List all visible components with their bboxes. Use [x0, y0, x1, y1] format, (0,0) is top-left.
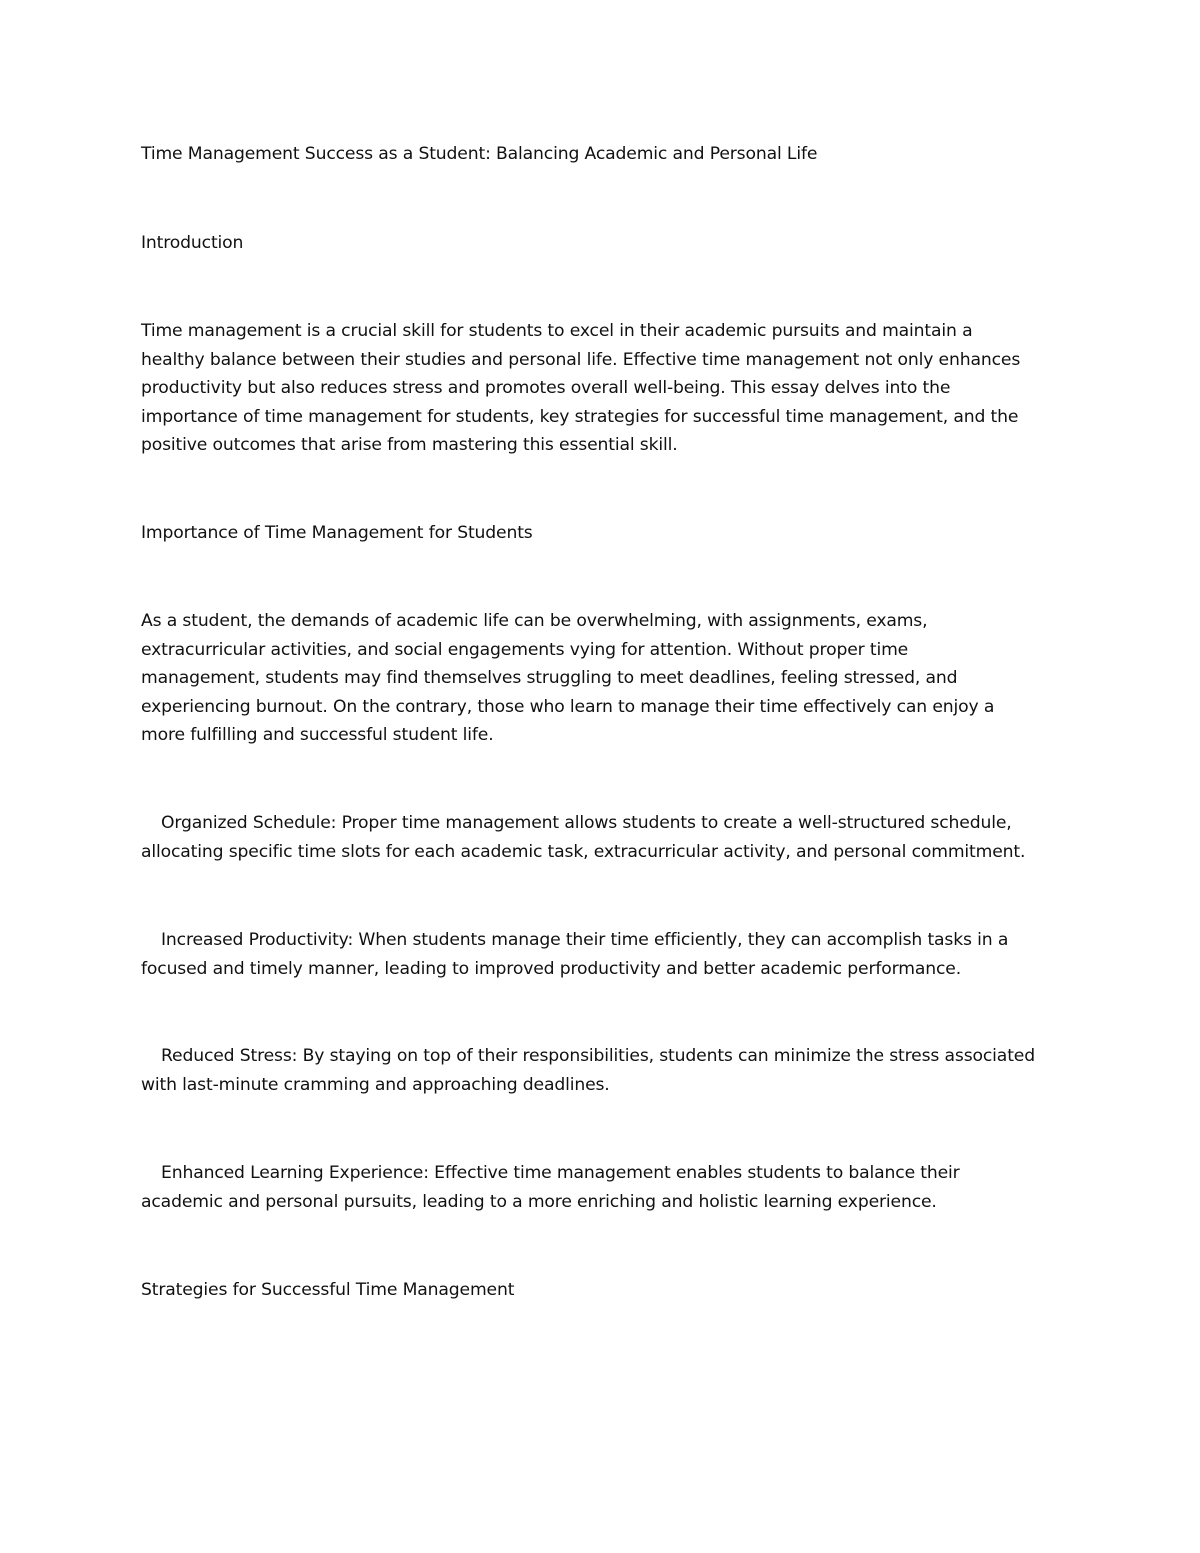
strategies-heading: Strategies for Successful Time Management — [141, 1280, 515, 1300]
importance-line: extracurricular activities, and social engagements vying for attention. Without proper time — [141, 639, 909, 660]
point-line: Organized Schedule: Proper time management allows students to create a well-structured schedule, — [161, 813, 1012, 833]
point-line: Increased Productivity: When students manage their time efficiently, they can accomplish tasks in a — [161, 930, 1009, 950]
intro-line: Time management is a crucial skill for students to excel in their academic pursuits and maintain a — [141, 321, 973, 341]
point-line: with last-minute cramming and approaching deadlines. — [141, 1074, 610, 1095]
importance-heading: Importance of Time Management for Students — [141, 523, 533, 543]
importance-line: more fulfilling and successful student life. — [141, 725, 494, 746]
point-reduced-stress — [141, 1042, 1035, 1099]
intro-paragraph — [141, 317, 1020, 460]
intro-heading: Introduction — [141, 233, 244, 253]
intro-line: importance of time management for students, key strategies for successful time management, and the — [141, 406, 1019, 427]
point-line: Reduced Stress: By staying on top of their responsibilities, students can minimize the stress associated — [161, 1046, 1035, 1066]
document-title: Time Management Success as a Student: Balancing Academic and Personal Life — [141, 144, 818, 164]
intro-line: positive outcomes that arise from mastering this essential skill. — [141, 435, 678, 456]
point-line: focused and timely manner, leading to improved productivity and better academic performance. — [141, 958, 962, 979]
importance-line: management, students may find themselves struggling to meet deadlines, feeling stressed, and — [141, 668, 958, 689]
point-line: allocating specific time slots for each academic task, extracurricular activity, and personal commitment. — [141, 841, 1026, 862]
point-organized-schedule — [141, 809, 1025, 866]
point-line: academic and personal pursuits, leading to a more enriching and holistic learning experience. — [141, 1191, 937, 1212]
importance-paragraph — [141, 607, 994, 750]
intro-line: healthy balance between their studies and personal life. Effective time management not only enhances — [141, 349, 1021, 370]
point-line: Enhanced Learning Experience: Effective time management enables students to balance their — [161, 1163, 960, 1183]
point-enhanced-learning — [141, 1159, 960, 1216]
importance-line: experiencing burnout. On the contrary, those who learn to manage their time effectively can enjoy a — [141, 696, 995, 717]
intro-line: productivity but also reduces stress and promotes overall well-being. This essay delves into the — [141, 378, 951, 399]
point-increased-productivity — [141, 926, 1008, 983]
importance-line: As a student, the demands of academic life can be overwhelming, with assignments, exams, — [141, 611, 928, 631]
